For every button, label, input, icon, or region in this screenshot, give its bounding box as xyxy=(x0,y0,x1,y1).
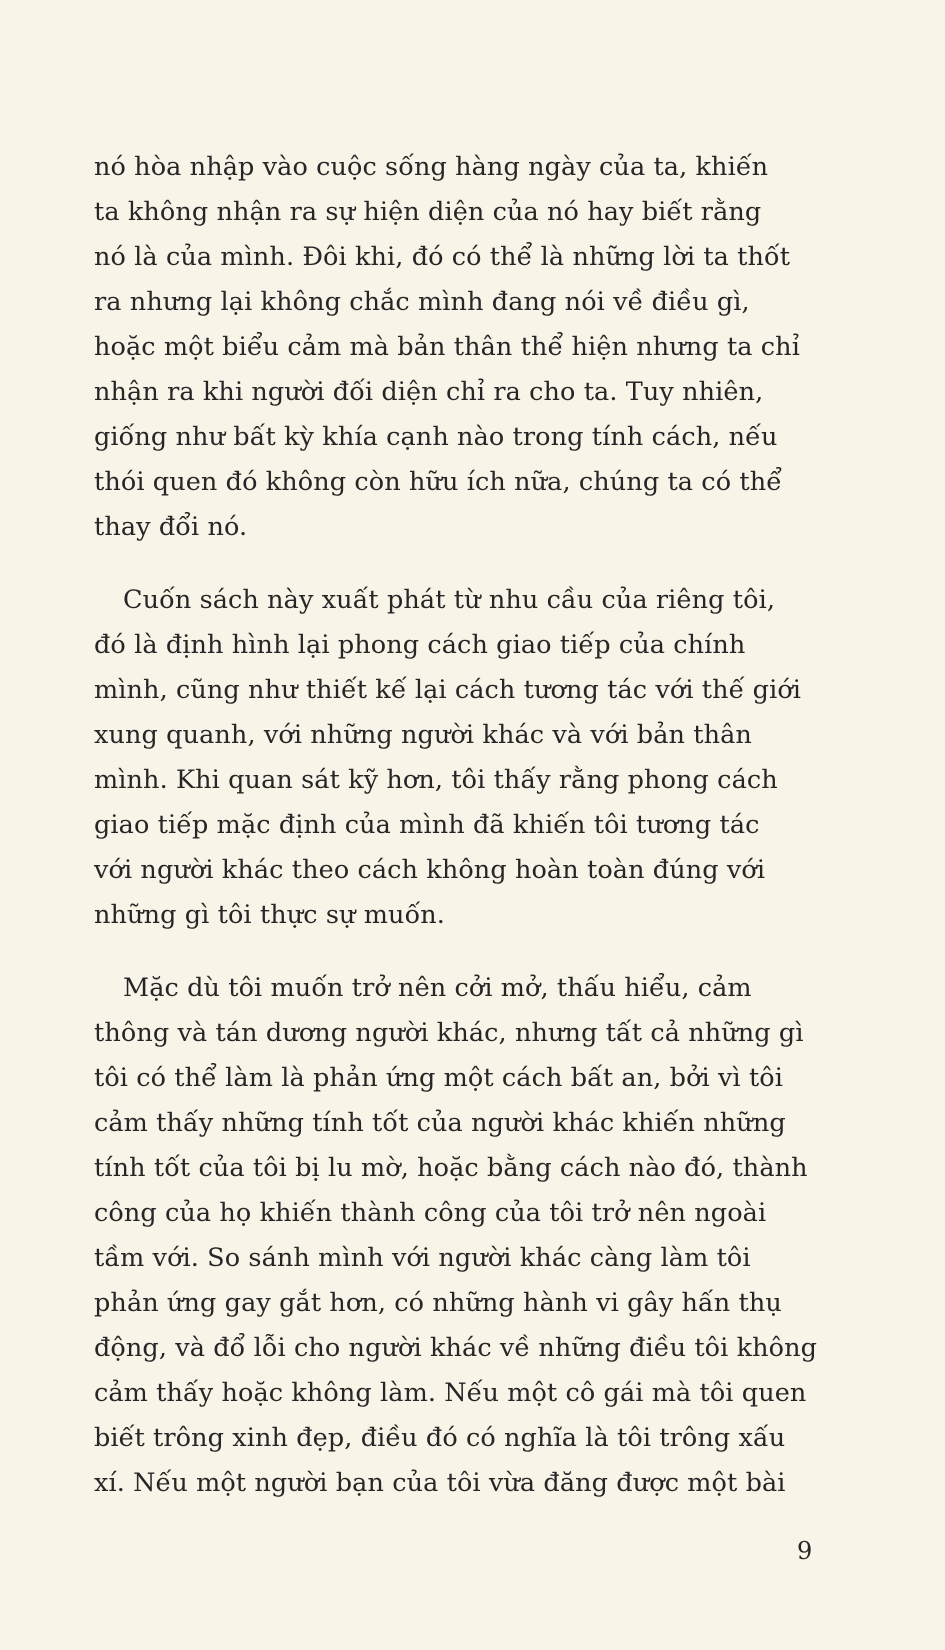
body-text xyxy=(94,145,854,1534)
text-line: nhận ra khi người đối diện chỉ ra cho ta. Tuy nhiên, xyxy=(94,377,764,407)
text-line: động, và đổ lỗi cho người khác về những điều tôi không xyxy=(94,1333,818,1363)
text-line: thay đổi nó. xyxy=(94,512,248,542)
text-line: Mặc dù tôi muốn trở nên cởi mở, thấu hiểu, cảm xyxy=(123,973,752,1003)
text-line: tôi có thể làm là phản ứng một cách bất an, bởi vì tôi xyxy=(94,1063,784,1093)
text-line: ra nhưng lại không chắc mình đang nói về điều gì, xyxy=(94,287,750,317)
text-line: tầm với. So sánh mình với người khác càng làm tôi xyxy=(94,1243,751,1273)
text-line: thói quen đó không còn hữu ích nữa, chúng ta có thể xyxy=(94,467,783,497)
text-line: công của họ khiến thành công của tôi trở nên ngoài xyxy=(94,1198,767,1228)
text-line: cảm thấy những tính tốt của người khác khiến những xyxy=(94,1108,786,1138)
text-line: nó là của mình. Đôi khi, đó có thể là những lời ta thốt xyxy=(94,242,791,272)
text-line: phản ứng gay gắt hơn, có những hành vi gây hấn thụ xyxy=(94,1288,782,1318)
text-line: xung quanh, với những người khác và với bản thân xyxy=(94,720,752,750)
text-line: giao tiếp mặc định của mình đã khiến tôi tương tác xyxy=(94,810,760,840)
text-line: biết trông xinh đẹp, điều đó có nghĩa là tôi trông xấu xyxy=(94,1423,786,1453)
paragraph-1 xyxy=(94,145,854,550)
text-line: mình, cũng như thiết kế lại cách tương tác với thế giới xyxy=(94,675,802,705)
text-line: với người khác theo cách không hoàn toàn đúng với xyxy=(94,855,766,885)
text-line: tính tốt của tôi bị lu mờ, hoặc bằng cách nào đó, thành xyxy=(94,1153,808,1183)
text-line: Cuốn sách này xuất phát từ nhu cầu của riêng tôi, xyxy=(123,585,776,615)
paragraph-3 xyxy=(94,966,854,1506)
text-line: hoặc một biểu cảm mà bản thân thể hiện nhưng ta chỉ xyxy=(94,332,800,362)
text-line: đó là định hình lại phong cách giao tiếp của chính xyxy=(94,630,746,660)
text-line: cảm thấy hoặc không làm. Nếu một cô gái mà tôi quen xyxy=(94,1378,807,1408)
text-line: thông và tán dương người khác, nhưng tất cả những gì xyxy=(94,1018,804,1048)
text-line: những gì tôi thực sự muốn. xyxy=(94,900,445,930)
text-line: ta không nhận ra sự hiện diện của nó hay biết rằng xyxy=(94,197,762,227)
text-line: xí. Nếu một người bạn của tôi vừa đăng được một bài xyxy=(94,1468,786,1498)
text-line: mình. Khi quan sát kỹ hơn, tôi thấy rằng phong cách xyxy=(94,765,778,795)
paragraph-2 xyxy=(94,578,854,938)
page-number: 9 xyxy=(797,1537,813,1565)
text-line: giống như bất kỳ khía cạnh nào trong tính cách, nếu xyxy=(94,422,778,452)
text-line: nó hòa nhập vào cuộc sống hàng ngày của ta, khiến xyxy=(94,152,769,182)
